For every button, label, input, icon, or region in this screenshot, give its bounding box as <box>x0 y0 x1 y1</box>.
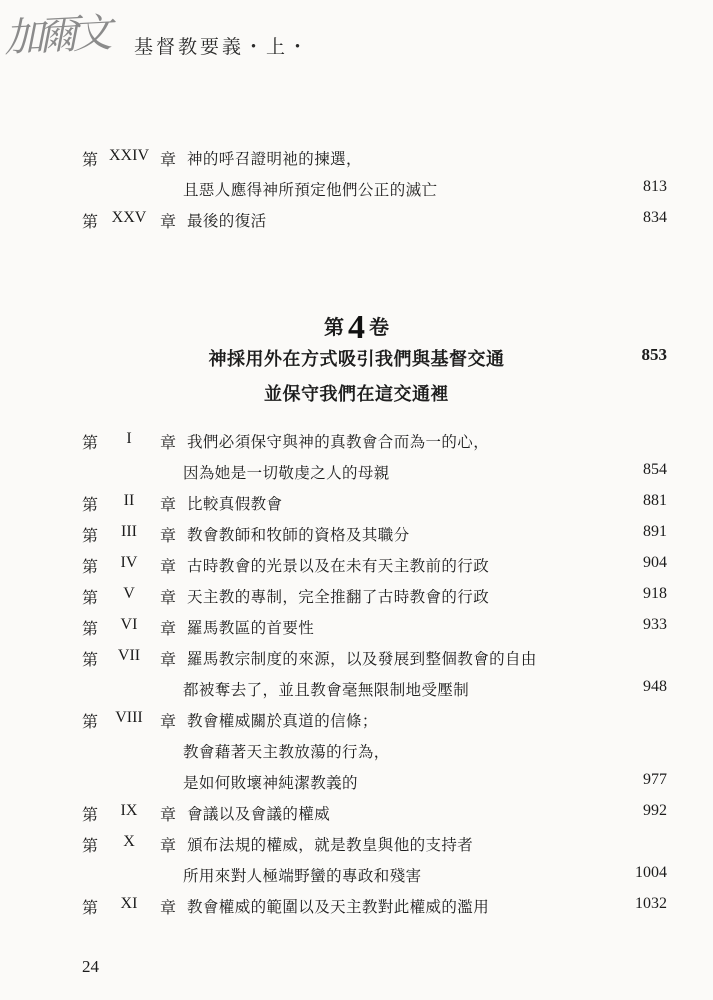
page-ref: 881 <box>643 492 667 509</box>
toc-entry <box>0 802 713 828</box>
chapter-prefix: 第 <box>82 557 99 576</box>
chapter-suffix: 章 <box>159 526 176 545</box>
volume-label-post: 卷 <box>369 315 389 339</box>
chapter-prefix: 第 <box>82 650 99 669</box>
chapter-suffix: 章 <box>159 557 176 576</box>
chapter-suffix: 章 <box>159 495 176 514</box>
toc-entry <box>0 771 713 797</box>
toc-entry <box>0 616 713 642</box>
chapter-number: X <box>123 833 135 850</box>
page-ref: 977 <box>643 771 667 788</box>
chapter-title-line: 比較真假教會 <box>187 495 283 513</box>
chapter-number: V <box>123 585 135 602</box>
running-title: 基督教要義・上・ <box>134 36 311 58</box>
chapter-suffix: 章 <box>159 650 176 669</box>
chapter-suffix: 章 <box>159 212 176 231</box>
chapter-label <box>82 833 176 856</box>
chapter-number: IV <box>120 554 138 571</box>
chapter-prefix: 第 <box>82 898 99 917</box>
chapter-suffix: 章 <box>159 898 176 917</box>
chapter-title-line: 古時教會的光景以及在未有天主教前的行政 <box>187 557 490 575</box>
chapter-label <box>82 585 176 608</box>
chapter-label <box>82 647 176 670</box>
page-ref: 854 <box>643 461 667 478</box>
chapter-title-line: 會議以及會議的權威 <box>187 805 331 823</box>
chapter-prefix: 第 <box>82 495 99 514</box>
chapter-label <box>82 895 176 918</box>
volume-page: 853 <box>641 345 667 364</box>
page-ref: 834 <box>643 209 667 226</box>
author-logo: 加爾文 <box>3 10 108 62</box>
toc-entry <box>0 585 713 611</box>
chapter-number: VI <box>120 616 138 633</box>
chapter-title-line: 因為她是一切敬虔之人的母親 <box>183 464 390 482</box>
chapter-prefix: 第 <box>82 526 99 545</box>
page-ref: 904 <box>643 554 667 571</box>
chapter-prefix: 第 <box>82 433 99 452</box>
chapter-number: VIII <box>115 709 143 726</box>
chapter-title-line: 教會權威關於真道的信條； <box>187 712 378 730</box>
chapter-suffix: 章 <box>159 619 176 638</box>
chapter-number: I <box>126 430 132 447</box>
volume-heading <box>0 309 713 347</box>
chapter-title-line: 最後的復活 <box>187 212 267 230</box>
chapter-label <box>82 430 176 453</box>
chapter-title-line: 羅馬教宗制度的來源，以及發展到整個教會的自由 <box>187 650 537 668</box>
page-ref: 992 <box>643 802 667 819</box>
chapter-number: VII <box>117 647 141 664</box>
toc-entry <box>0 554 713 580</box>
chapter-label <box>82 554 176 577</box>
chapter-suffix: 章 <box>159 433 176 452</box>
toc-entry <box>0 209 713 235</box>
chapter-prefix: 第 <box>82 619 99 638</box>
chapter-number: XXV <box>111 209 147 226</box>
volume-title-line2: 並保守我們在這交通裡 <box>264 384 449 405</box>
toc-entry <box>0 833 713 859</box>
chapter-prefix: 第 <box>82 212 99 231</box>
chapter-title-line: 所用來對人極端野蠻的專政和殘害 <box>183 867 422 885</box>
chapter-number: II <box>123 492 135 509</box>
toc-entry <box>0 864 713 890</box>
page-ref: 1004 <box>635 864 667 881</box>
toc-entry <box>0 147 713 173</box>
chapter-suffix: 章 <box>159 836 176 855</box>
chapter-number: III <box>121 523 137 540</box>
volume-label-pre: 第 <box>324 315 344 339</box>
toc-entry <box>0 523 713 549</box>
volume-title-line1: 神採用外在方式吸引我們與基督交通 <box>208 349 505 370</box>
chapter-label <box>82 147 176 170</box>
chapter-label <box>82 209 176 232</box>
chapter-suffix: 章 <box>159 712 176 731</box>
page-header <box>0 0 713 80</box>
chapter-number: XI <box>120 895 138 912</box>
chapter-title-line: 我們必須保守與神的真教會合而為一的心， <box>187 433 490 451</box>
chapter-title-line: 教會權威的範圍以及天主教對此權威的濫用 <box>187 898 490 916</box>
chapter-suffix: 章 <box>159 805 176 824</box>
toc-entry <box>0 461 713 487</box>
chapter-label <box>82 802 176 825</box>
chapter-prefix: 第 <box>82 805 99 824</box>
chapter-title-line: 且惡人應得神所預定他們公正的滅亡 <box>183 181 438 199</box>
chapter-label <box>82 523 176 546</box>
chapter-title-line: 頒布法規的權威，就是教皇與他的支持者 <box>187 836 474 854</box>
chapter-prefix: 第 <box>82 836 99 855</box>
chapter-number: IX <box>120 802 138 819</box>
chapter-label <box>82 492 176 515</box>
chapter-title-line: 都被奪去了，並且教會毫無限制地受壓制 <box>183 681 470 699</box>
chapter-prefix: 第 <box>82 712 99 731</box>
toc-entry <box>0 740 713 766</box>
page-ref: 948 <box>643 678 667 695</box>
page-ref: 933 <box>643 616 667 633</box>
toc-entry <box>0 492 713 518</box>
toc-entry <box>0 709 713 735</box>
chapter-suffix: 章 <box>159 150 176 169</box>
page-ref: 1032 <box>635 895 667 912</box>
toc-entry <box>0 678 713 704</box>
chapter-label <box>82 709 176 732</box>
chapter-label <box>82 616 176 639</box>
chapter-title-line: 羅馬教區的首要性 <box>187 619 315 637</box>
chapter-title-line: 天主教的專制，完全推翻了古時教會的行政 <box>187 588 490 606</box>
chapter-title-line: 教會藉著天主教放蕩的行為， <box>183 743 390 761</box>
toc-entry <box>0 895 713 921</box>
toc-entry <box>0 647 713 673</box>
page-ref: 813 <box>643 178 667 195</box>
page-ref: 918 <box>643 585 667 602</box>
chapter-suffix: 章 <box>159 588 176 607</box>
toc-entry <box>0 430 713 456</box>
chapter-title-line: 教會教師和牧師的資格及其職分 <box>187 526 410 544</box>
chapter-title-line: 是如何敗壞神純潔教義的 <box>183 774 358 792</box>
page-number: 24 <box>82 957 99 976</box>
chapter-title-line: 神的呼召證明祂的揀選， <box>187 150 362 168</box>
chapter-prefix: 第 <box>82 588 99 607</box>
page-ref: 891 <box>643 523 667 540</box>
chapter-number: XXIV <box>109 147 149 164</box>
toc-entry <box>0 178 713 204</box>
volume-number: 4 <box>348 309 365 346</box>
chapter-prefix: 第 <box>82 150 99 169</box>
